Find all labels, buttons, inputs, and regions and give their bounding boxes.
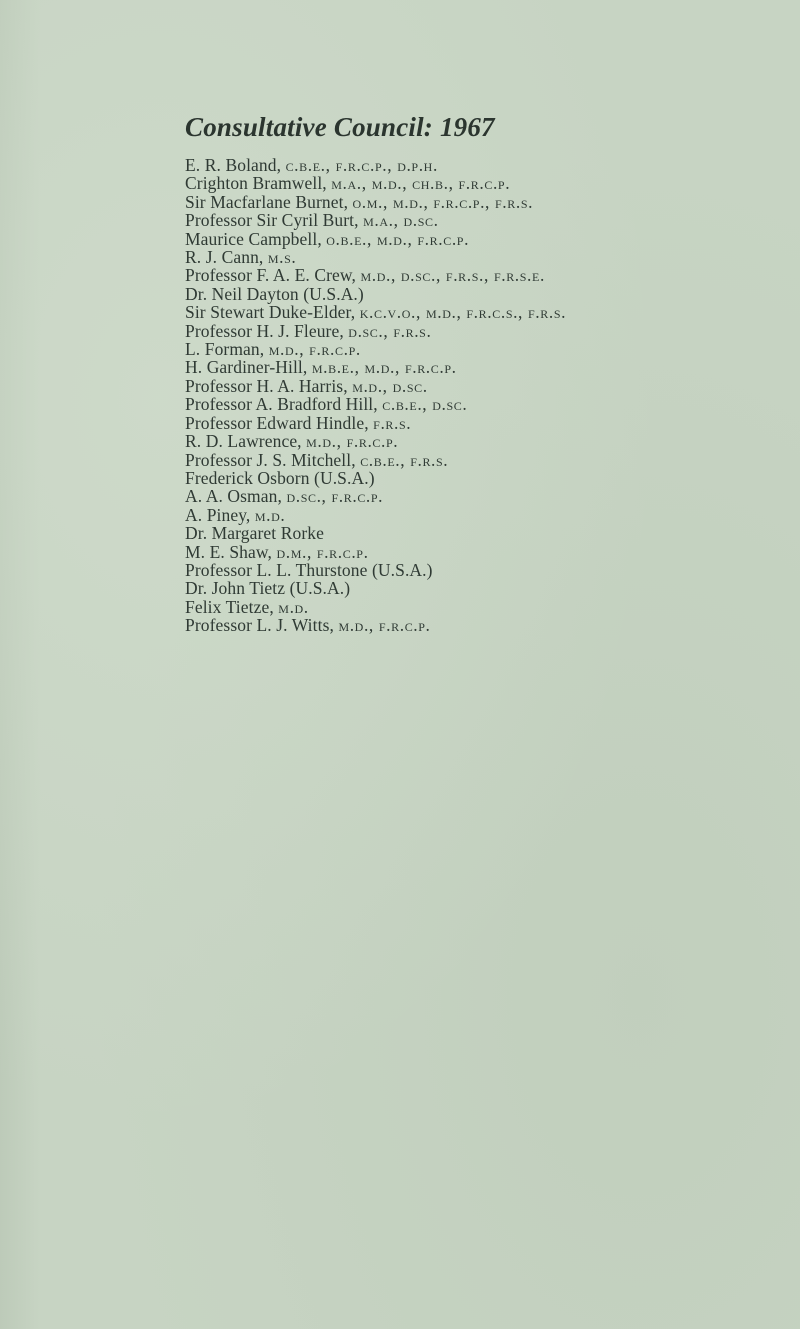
member-name: Professor J. S. Mitchell, bbox=[185, 449, 356, 470]
member-name: Professor L. L. Thurstone (U.S.A.) bbox=[185, 559, 433, 580]
member-name: Frederick Osborn (U.S.A.) bbox=[185, 467, 375, 488]
list-item bbox=[185, 543, 785, 561]
list-item bbox=[185, 506, 785, 524]
member-name: L. Forman, bbox=[185, 339, 265, 360]
member-qualifications: m.d., f.r.c.p. bbox=[268, 339, 361, 360]
member-name: Felix Tietze, bbox=[185, 596, 274, 617]
member-qualifications: m.d., d.sc. bbox=[352, 375, 428, 396]
member-qualifications: o.m., m.d., f.r.c.p., f.r.s. bbox=[352, 191, 534, 212]
member-name: Sir Macfarlane Burnet, bbox=[185, 191, 349, 212]
list-item bbox=[185, 285, 785, 303]
member-name: Professor L. J. Witts, bbox=[185, 615, 334, 636]
list-item bbox=[185, 248, 785, 266]
member-name: Professor H. J. Fleure, bbox=[185, 320, 344, 341]
member-name: Professor Sir Cyril Burt, bbox=[185, 210, 359, 231]
list-item bbox=[185, 395, 785, 413]
list-item bbox=[185, 561, 785, 579]
member-name: Crighton Bramwell, bbox=[185, 173, 327, 194]
member-qualifications: m.d., f.r.c.p. bbox=[338, 615, 431, 636]
member-qualifications: m.d., d.sc., f.r.s., f.r.s.e. bbox=[360, 265, 545, 286]
member-qualifications: c.b.e., d.sc. bbox=[382, 394, 468, 415]
member-name: E. R. Boland, bbox=[185, 155, 282, 175]
list-item bbox=[185, 469, 785, 487]
member-qualifications: d.sc., f.r.s. bbox=[348, 320, 432, 341]
member-qualifications: m.b.e., m.d., f.r.c.p. bbox=[311, 357, 457, 378]
member-name: Maurice Campbell, bbox=[185, 228, 322, 249]
member-qualifications: m.d. bbox=[278, 596, 309, 617]
member-name: A. A. Osman, bbox=[185, 486, 282, 507]
member-qualifications: m.d., f.r.c.p. bbox=[306, 431, 399, 452]
member-name: Professor Edward Hindle, bbox=[185, 412, 369, 433]
member-qualifications: m.s. bbox=[267, 247, 297, 268]
member-qualifications: k.c.v.o., m.d., f.r.c.s., f.r.s. bbox=[359, 302, 567, 323]
list-item bbox=[185, 303, 785, 321]
member-qualifications: d.m., f.r.c.p. bbox=[276, 541, 369, 562]
member-name: Dr. Margaret Rorke bbox=[185, 523, 325, 544]
list-item bbox=[185, 616, 785, 634]
member-qualifications: c.b.e., f.r.c.p., d.p.h. bbox=[285, 155, 438, 175]
document-page bbox=[185, 110, 785, 635]
page-title: Consultative Council: 1967 bbox=[185, 112, 495, 142]
list-item bbox=[185, 414, 785, 432]
member-name: Sir Stewart Duke-Elder, bbox=[185, 302, 356, 323]
list-item bbox=[185, 174, 785, 192]
list-item bbox=[185, 377, 785, 395]
member-name: Professor H. A. Harris, bbox=[185, 375, 348, 396]
list-item bbox=[185, 340, 785, 358]
member-qualifications: m.a., m.d., ch.b., f.r.c.p. bbox=[331, 173, 511, 194]
member-list bbox=[185, 156, 785, 635]
list-item bbox=[185, 322, 785, 340]
member-qualifications: c.b.e., f.r.s. bbox=[360, 449, 449, 470]
list-item bbox=[185, 487, 785, 505]
member-qualifications: f.r.s. bbox=[373, 412, 412, 433]
list-item bbox=[185, 524, 785, 542]
member-name: M. E. Shaw, bbox=[185, 541, 272, 562]
member-qualifications: d.sc., f.r.c.p. bbox=[286, 486, 384, 507]
list-item bbox=[185, 579, 785, 597]
member-name: A. Piney, bbox=[185, 504, 251, 525]
list-item bbox=[185, 230, 785, 248]
member-name: Professor F. A. E. Crew, bbox=[185, 265, 356, 286]
member-qualifications: o.b.e., m.d., f.r.c.p. bbox=[326, 228, 470, 249]
list-item bbox=[185, 266, 785, 284]
member-name: Dr. John Tietz (U.S.A.) bbox=[185, 578, 351, 599]
member-name: Professor A. Bradford Hill, bbox=[185, 394, 378, 415]
list-item bbox=[185, 193, 785, 211]
member-name: H. Gardiner-Hill, bbox=[185, 357, 308, 378]
list-item bbox=[185, 432, 785, 450]
list-item bbox=[185, 358, 785, 376]
member-name: R. J. Cann, bbox=[185, 247, 264, 268]
list-item bbox=[185, 598, 785, 616]
member-qualifications: m.d. bbox=[254, 504, 286, 525]
list-item bbox=[185, 451, 785, 469]
list-item bbox=[185, 156, 785, 174]
list-item bbox=[185, 211, 785, 229]
member-name: Dr. Neil Dayton (U.S.A.) bbox=[185, 283, 364, 304]
member-qualifications: m.a., d.sc. bbox=[363, 210, 439, 231]
member-name: R. D. Lawrence, bbox=[185, 431, 302, 452]
